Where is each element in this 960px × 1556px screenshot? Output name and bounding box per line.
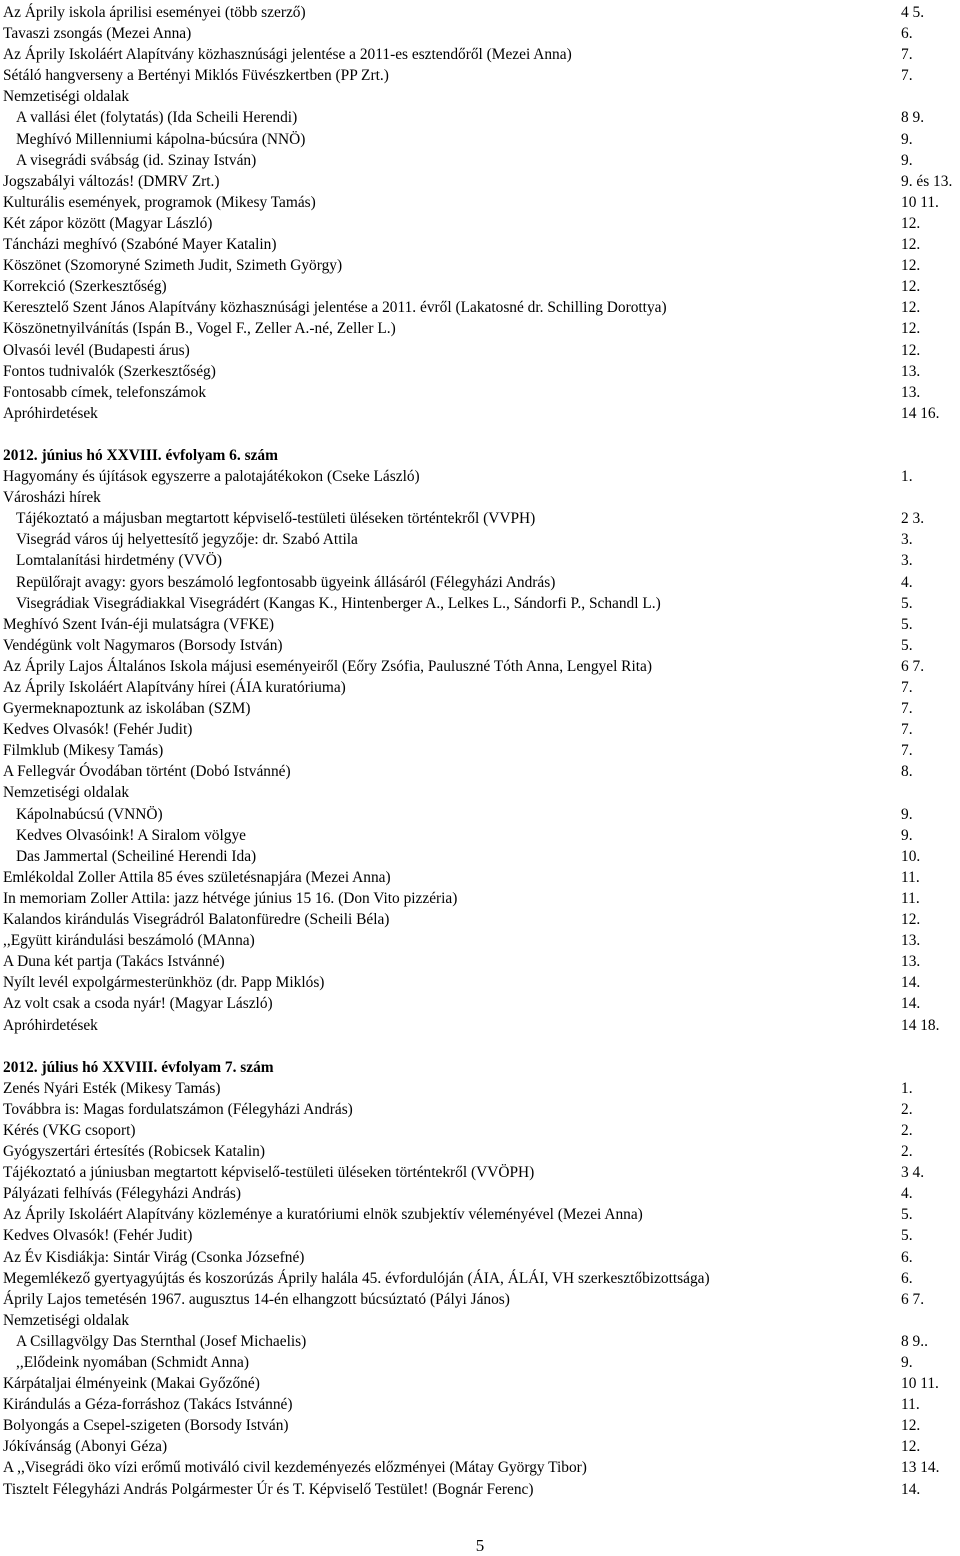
toc-entry-title: Olvasói levél (Budapesti árus) [3, 341, 190, 359]
toc-entry-title: ,,Együtt kirándulási beszámoló (MAnna) [3, 932, 255, 950]
toc-entry-title: Lomtalanítási hirdetmény (VVÖ) [16, 552, 223, 570]
toc-entry-page: 7. [901, 742, 913, 760]
toc-entry-page: 14. [901, 1480, 921, 1498]
toc-entry [3, 888, 958, 909]
toc-entry-page: 8 9. [901, 109, 925, 127]
toc-entry-title: Kedves Olvasóink! A Siralom völgye [16, 826, 246, 844]
toc-entry-title: Hagyomány és újítások egyszerre a palotajátékokon (Cseke László) [3, 468, 420, 486]
toc-entry [3, 487, 958, 508]
toc-entry-title: Zenés Nyári Esték (Mikesy Tamás) [3, 1079, 221, 1097]
toc-entry [3, 1141, 958, 1162]
toc-entry [3, 572, 958, 593]
toc-entry-page: 3. [901, 531, 913, 549]
toc-entry [3, 614, 958, 635]
toc-entry-title: Az Áprily Iskoláért Alapítvány hírei (ÁIA kuratóriuma) [3, 679, 346, 696]
toc-entry [3, 403, 958, 424]
toc-entry [3, 993, 958, 1014]
toc-entry [3, 297, 958, 318]
toc-entry-page: 11. [901, 1396, 920, 1414]
toc-entry-page: 12. [901, 278, 921, 296]
issue-heading [3, 445, 958, 466]
toc-entry [3, 340, 958, 361]
toc-entry-title: Emlékoldal Zoller Attila 85 éves születésnapjára (Mezei Anna) [3, 868, 391, 886]
toc-entry-page: 3 4. [901, 1164, 925, 1182]
toc-entry-title: Sétáló hangverseny a Bertényi Miklós Füvészkertben (PP Zrt.) [3, 67, 389, 85]
toc-entry-page: 13. [901, 383, 921, 401]
toc-entry-title: Kulturális események, programok (Mikesy Tamás) [3, 193, 316, 211]
toc-entry-title: Az Áprily Iskoláért Alapítvány közhasznúsági jelentése a 2011-es esztendőről (Mezei Anna) [3, 46, 572, 64]
toc-entry [3, 740, 958, 761]
toc-entry-page: 2. [901, 1100, 913, 1118]
toc-entry-title: A Csillagvölgy Das Sternthal (Josef Michaelis) [16, 1332, 307, 1350]
toc-entry-title: Vendégünk volt Nagymaros (Borsody István) [3, 636, 283, 654]
toc-entry-title: Kedves Olvasók! (Fehér Judit) [3, 1227, 193, 1245]
toc-entry-page: 14 16. [901, 404, 940, 422]
toc-entry-title: Meghívó Szent Iván-éji mulatságra (VFKE) [3, 615, 274, 633]
toc-entry-title: Áprily Lajos temetésén 1967. augusztus 14-én elhangzott búcsúztató (Pályi János) [3, 1290, 510, 1308]
toc-entry-page: 9. és 13. [901, 172, 953, 190]
toc-entry [3, 150, 958, 171]
toc-entry-page: 13 14. [901, 1459, 940, 1477]
issue-heading [3, 1057, 958, 1078]
toc-entry-page: 6 7. [901, 1290, 925, 1308]
toc-entry-title: Megemlékező gyertyagyújtás és koszorúzás Áprily halála 45. évfordulóján (ÁIA, ÁLÁI, VH szerkesztőbizottsága) [3, 1269, 710, 1287]
toc-entry-title: Keresztelő Szent János Alapítvány közhasznúsági jelentése a 2011. évről (Lakatosné dr. Schilling Dorottya) [3, 299, 667, 317]
toc-entry-title: Das Jammertal (Scheiliné Herendi Ida) [16, 847, 257, 865]
toc-entry [3, 171, 958, 192]
toc-entry-page: 9. [901, 1354, 913, 1371]
toc-entry-page: 4. [901, 1185, 913, 1203]
toc-entry [3, 867, 958, 888]
toc-entry-title: Korrekció (Szerkesztőség) [3, 278, 167, 296]
toc-entry-page: 2. [901, 1143, 913, 1161]
toc-entry-title: Pályázati felhívás (Félegyházi András) [3, 1185, 242, 1203]
toc-entry-title: Tájékoztató a májusban megtartott képviselő-testületi üléseken történtekről (VVPH) [16, 510, 536, 528]
toc-entry-page: 7. [901, 67, 913, 85]
toc-entry-page: 12. [901, 320, 921, 338]
toc-entry-page: 11. [901, 868, 920, 886]
toc-entry-page: 9. [901, 826, 913, 844]
toc-entry [3, 529, 958, 550]
toc-entry [3, 213, 958, 234]
toc-entry [3, 1373, 958, 1394]
toc-entry-title: A visegrádi svábság (id. Szinay István) [16, 151, 257, 169]
toc-entry-title: Táncházi meghívó (Szabóné Mayer Katalin) [3, 236, 277, 254]
toc-entry [3, 466, 958, 487]
toc-entry [3, 804, 958, 825]
toc-entry-title: Repülőrajt avagy: gyors beszámoló legfontosabb ügyeink állásáról (Félegyházi András) [16, 573, 556, 591]
toc-entry-page: 10 11. [901, 1375, 939, 1393]
toc-entry [3, 86, 958, 107]
toc-entry-title: Kirándulás a Géza-forráshoz (Takács Istvánné) [3, 1396, 293, 1414]
page-number: 5 [475, 1536, 485, 1555]
toc-entry-title: Tájékoztató a júniusban megtartott képviselő-testületi üléseken történtekről (VVÖPH) [3, 1164, 535, 1182]
toc-entry-page: 3. [901, 552, 913, 570]
toc-entry-title: Tavaszi zsongás (Mezei Anna) [3, 25, 192, 43]
toc-entry-page: 12. [901, 299, 921, 317]
toc-entry [3, 1479, 958, 1500]
toc-entry [3, 508, 958, 529]
toc-entry [3, 1457, 958, 1478]
toc-entry [3, 825, 958, 846]
toc-entry-page: 7. [901, 700, 913, 718]
toc-entry-title: Jogszabályi változás! (DMRV Zrt.) [3, 172, 220, 190]
issue-heading-text: 2012. július hó XXVIII. évfolyam 7. szám [3, 1058, 274, 1076]
toc-entry-title: Filmklub (Mikesy Tamás) [3, 742, 164, 760]
toc-entry-title: Az Év Kisdiákja: Sintár Virág (Csonka Józsefné) [3, 1248, 305, 1266]
toc-entry-title: Az Áprily Lajos Általános Iskola májusi eseményeiről (Eőry Zsófia, Pauluszné Tóth Anna, Lengyel Rita) [3, 657, 652, 675]
toc-entry [3, 23, 958, 44]
toc-entry-title: Nemzetiségi oldalak [3, 88, 130, 106]
toc-entry [3, 550, 958, 571]
toc-entry-page: 8. [901, 763, 913, 781]
toc-entry-title: Kárpátaljai élményeink (Makai Győzőné) [3, 1375, 260, 1393]
toc-entry-title: Apróhirdetések [3, 1016, 98, 1034]
toc-entry-title: Továbbra is: Magas fordulatszámon (Félegyházi András) [3, 1100, 353, 1118]
toc-entry-title: A Duna két partja (Takács Istvánné) [3, 953, 225, 971]
toc-entry-page: 2. [901, 1121, 913, 1139]
toc-entry [3, 1415, 958, 1436]
toc-entry [3, 909, 958, 930]
toc-entry-title: Visegrádiak Visegrádiakkal Visegrádért (Kangas K., Hintenberger A., Lelkes L., Sándorfi P., Schandl L.) [16, 594, 661, 612]
toc-entry-title: Két zápor között (Magyar László) [3, 214, 213, 232]
toc-entry-page: 4. [901, 573, 913, 591]
toc-entry [3, 1352, 958, 1373]
toc-entry [3, 1225, 958, 1246]
toc-entry-page: 12. [901, 257, 921, 275]
toc-entry-title: Köszönet (Szomoryné Szimeth Judit, Szimeth György) [3, 257, 343, 275]
toc-entry [3, 1078, 958, 1099]
toc-entry [3, 698, 958, 719]
toc-entry-page: 6. [901, 25, 913, 43]
toc-entry [3, 761, 958, 782]
issue-heading-text: 2012. június hó XXVIII. évfolyam 6. szám [3, 446, 278, 464]
section-gap [3, 424, 958, 445]
toc-entry-page: 13. [901, 953, 921, 971]
toc-entry-page: 13. [901, 362, 921, 380]
toc-entry-page: 1. [901, 468, 913, 486]
section-gap [3, 1036, 958, 1057]
toc-entry-page: 11. [901, 889, 920, 907]
toc-entry [3, 1331, 958, 1352]
toc-entry-title: Fontosabb címek, telefonszámok [3, 383, 207, 401]
toc-entry-page: 7. [901, 679, 913, 696]
toc-entry [3, 1183, 958, 1204]
toc-entry [3, 318, 958, 339]
toc-entry [3, 1099, 958, 1120]
toc-entry-page: 12. [901, 341, 921, 359]
toc-entry [3, 255, 958, 276]
toc-entry-page: 12. [901, 1438, 921, 1456]
toc-entry-title: Nemzetiségi oldalak [3, 1311, 130, 1329]
toc-entry-title: ,,Elődeink nyomában (Schmidt Anna) [16, 1354, 249, 1371]
toc-entry-page: 7. [901, 721, 913, 739]
toc-entry [3, 1162, 958, 1183]
toc-entry-page: 6. [901, 1248, 913, 1266]
toc-entry-title: A vallási élet (folytatás) (Ida Scheili Herendi) [16, 109, 298, 127]
toc-entry-page: 4 5. [901, 4, 925, 21]
toc-entry-title: In memoriam Zoller Attila: jazz hétvége június 15 16. (Don Vito pizzéria) [3, 889, 458, 907]
toc-entry [3, 1015, 958, 1036]
toc-entry [3, 192, 958, 213]
toc-entry-title: Gyermeknapoztunk az iskolában (SZM) [3, 700, 251, 718]
toc-entry-title: A Fellegvár Óvodában történt (Dobó Istvánné) [3, 763, 291, 781]
toc-entry-title: Tisztelt Félegyházi András Polgármester Úr és T. Képviselő Testület! (Bognár Ferenc) [3, 1480, 534, 1498]
toc-entry-page: 7. [901, 46, 913, 64]
toc-entry [3, 1247, 958, 1268]
toc-entry-title: Apróhirdetések [3, 404, 98, 422]
table-of-contents [3, 2, 958, 1500]
toc-entry [3, 1436, 958, 1457]
toc-entry [3, 593, 958, 614]
toc-entry [3, 951, 958, 972]
toc-entry-title: Városházi hírek [3, 489, 101, 507]
toc-entry-page: 5. [901, 594, 913, 612]
toc-entry-title: Nyílt levél expolgármesterünkhöz (dr. Papp Miklós) [3, 974, 325, 992]
toc-entry [3, 1204, 958, 1225]
toc-entry-title: Visegrád város új helyettesítő jegyzője: dr. Szabó Attila [16, 531, 358, 549]
toc-entry [3, 1289, 958, 1310]
toc-entry-title: Fontos tudnivalók (Szerkesztőség) [3, 362, 216, 380]
toc-entry [3, 234, 958, 255]
toc-entry-page: 12. [901, 236, 921, 254]
toc-entry-page: 10 11. [901, 193, 939, 211]
toc-entry-title: Az Áprily iskola áprilisi eseményei (több szerző) [3, 4, 306, 21]
toc-entry-page: 1. [901, 1079, 913, 1097]
toc-entry-page: 6 7. [901, 657, 925, 675]
toc-entry [3, 382, 958, 403]
toc-entry-page: 9. [901, 151, 913, 169]
toc-entry [3, 107, 958, 128]
toc-entry [3, 44, 958, 65]
toc-entry [3, 656, 958, 677]
toc-entry-title: Köszönetnyilvánítás (Ispán B., Vogel F., Zeller A.-né, Zeller L.) [3, 320, 396, 338]
toc-entry-page: 12. [901, 214, 921, 232]
toc-entry-title: Gyógyszertári értesítés (Robicsek Katalin) [3, 1143, 265, 1161]
toc-entry-page: 9. [901, 805, 913, 823]
toc-entry-page: 12. [901, 1417, 921, 1435]
toc-entry-page: 14 18. [901, 1016, 940, 1034]
toc-entry-title: Jókívánság (Abonyi Géza) [3, 1438, 168, 1456]
toc-entry-title: Kápolnabúcsú (VNNÖ) [16, 805, 163, 823]
toc-entry-page: 10. [901, 847, 921, 865]
toc-entry-page: 6. [901, 1269, 913, 1287]
toc-entry [3, 65, 958, 86]
toc-entry [3, 129, 958, 150]
toc-entry-title: Az Áprily Iskoláért Alapítvány közleménye a kuratóriumi elnök szubjektív véleményével (Mezei Anna) [3, 1206, 643, 1224]
toc-entry [3, 972, 958, 993]
toc-entry-page: 5. [901, 1227, 913, 1245]
toc-entry [3, 1120, 958, 1141]
toc-entry-page: 5. [901, 615, 913, 633]
toc-entry-title: Bolyongás a Csepel-szigeten (Borsody István) [3, 1417, 289, 1435]
toc-entry [3, 1268, 958, 1289]
toc-entry [3, 846, 958, 867]
toc-entry-title: Nemzetiségi oldalak [3, 784, 130, 802]
toc-entry [3, 276, 958, 297]
toc-entry-page: 8 9.. [901, 1332, 928, 1350]
toc-entry-title: Kalandos kirándulás Visegrádról Balatonfüredre (Scheili Béla) [3, 911, 390, 929]
toc-entry [3, 1394, 958, 1415]
toc-entry-page: 13. [901, 932, 921, 950]
toc-entry [3, 361, 958, 382]
toc-entry [3, 930, 958, 951]
toc-entry-page: 14. [901, 995, 921, 1013]
toc-entry-page: 5. [901, 1206, 913, 1224]
toc-entry [3, 782, 958, 803]
toc-entry-page: 14. [901, 974, 921, 992]
toc-entry [3, 2, 958, 23]
toc-entry [3, 719, 958, 740]
toc-entry-title: A ,,Visegrádi öko vízi erőmű motiváló civil kezdeményezés előzményei (Mátay György Tibor) [3, 1459, 587, 1477]
toc-entry [3, 1310, 958, 1331]
toc-entry-page: 9. [901, 130, 913, 148]
toc-entry-page: 5. [901, 636, 913, 654]
toc-entry-title: Kedves Olvasók! (Fehér Judit) [3, 721, 193, 739]
toc-entry-title: Az volt csak a csoda nyár! (Magyar László) [3, 995, 273, 1013]
toc-entry-page: 2 3. [901, 510, 925, 528]
toc-entry-page: 12. [901, 911, 921, 929]
toc-entry-title: Meghívó Millenniumi kápolna-búcsúra (NNÖ) [16, 130, 306, 148]
toc-entry-title: Kérés (VKG csoport) [3, 1121, 136, 1139]
toc-entry [3, 677, 958, 698]
toc-entry [3, 635, 958, 656]
